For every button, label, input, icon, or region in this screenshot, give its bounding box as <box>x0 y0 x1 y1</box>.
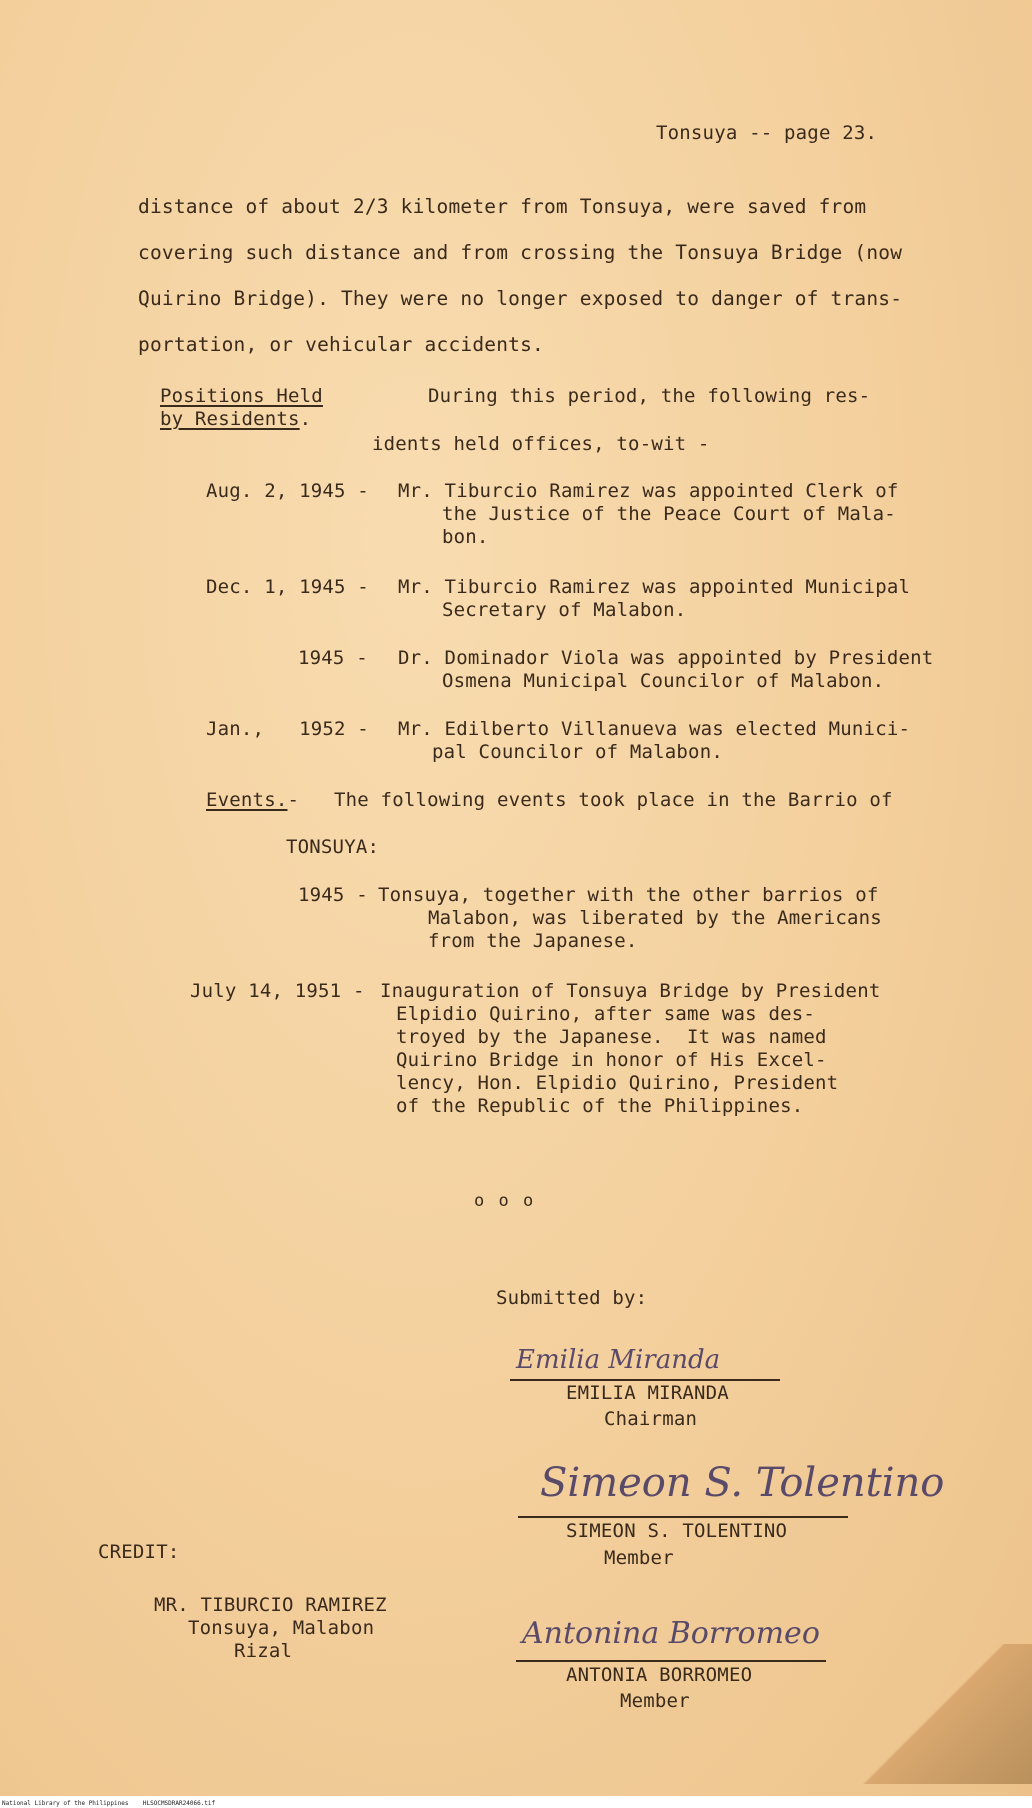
entry-text: Mr. Tiburcio Ramirez was appointed Clerk of <box>398 480 899 502</box>
intro-line: covering such distance and from crossing the Tonsuya Bridge (now <box>138 241 903 264</box>
entry-date: Jan., 1952 - <box>206 718 381 740</box>
signature-emilia-miranda: Emilia Miranda <box>516 1345 721 1375</box>
positions-intro: idents held offices, to-wit - <box>372 433 710 455</box>
signature-line <box>518 1516 848 1518</box>
entry-date: 1945 - <box>298 647 380 669</box>
event-date: 1945 - <box>298 884 380 906</box>
event-date: July 14, 1951 - <box>190 980 377 1002</box>
page-curl <box>832 1644 1032 1784</box>
entry-text: Mr. Tiburcio Ramirez was appointed Municipal <box>398 576 911 598</box>
scan-footer <box>0 1796 1032 1808</box>
signatory-role: Member <box>620 1690 690 1712</box>
entry-text: Osmena Municipal Councilor of Malabon. <box>442 670 885 692</box>
event-text: Malabon, was liberated by the Americans <box>428 907 882 929</box>
positions-intro: During this period, the following res- <box>428 385 871 407</box>
entry-text: bon. <box>442 526 489 548</box>
entry-date: Dec. 1, 1945 - <box>206 576 381 598</box>
event-text: from the Japanese. <box>428 930 638 952</box>
credit-line: Rizal <box>234 1640 293 1662</box>
events-heading: Events. <box>206 789 288 811</box>
signature-line <box>510 1379 780 1381</box>
events-intro: The following events took place in the Barrio of <box>334 789 893 811</box>
event-text: lency, Hon. Elpidio Quirino, President <box>396 1072 839 1094</box>
signature-simeon-tolentino: Simeon S. Tolentino <box>540 1460 945 1506</box>
intro-line: portation, or vehicular accidents. <box>138 333 544 356</box>
signature-line <box>516 1660 826 1662</box>
events-barrio: TONSUYA: <box>286 836 380 858</box>
events-heading-suffix: - <box>287 789 300 811</box>
event-text: of the Republic of the Philippines. <box>396 1095 804 1117</box>
scan-footer-text: National Library of the Philippines HLSOCMSDRAR24066.tif <box>2 1800 216 1807</box>
signatory-name: ANTONIA BORROMEO <box>566 1664 753 1686</box>
events-heading-line <box>206 789 299 811</box>
section-separator: o o o <box>474 1191 536 1211</box>
event-text: Inauguration of Tonsuya Bridge by President <box>380 980 881 1002</box>
positions-heading: Positions Held <box>160 385 323 407</box>
credit-line: Tonsuya, Malabon <box>188 1617 375 1639</box>
entry-text: Dr. Dominador Viola was appointed by President <box>398 647 934 669</box>
signatory-role: Member <box>604 1547 674 1569</box>
event-text: Quirino Bridge in honor of His Excel- <box>396 1049 827 1071</box>
signatory-name: EMILIA MIRANDA <box>566 1382 729 1404</box>
signatory-role: Chairman <box>604 1408 698 1430</box>
entry-text: Secretary of Malabon. <box>442 599 687 621</box>
event-text: troyed by the Japanese. It was named <box>396 1026 827 1048</box>
entry-text: Mr. Edilberto Villanueva was elected Munici- <box>398 718 911 740</box>
entry-text: the Justice of the Peace Court of Mala- <box>442 503 896 525</box>
signature-antonina-borromeo: Antonina Borromeo <box>522 1616 820 1651</box>
credit-line: MR. TIBURCIO RAMIREZ <box>154 1594 387 1616</box>
positions-heading-line2 <box>160 408 311 430</box>
event-text: Elpidio Quirino, after same was des- <box>396 1003 816 1025</box>
credit-label: CREDIT: <box>98 1541 180 1563</box>
submitted-label: Submitted by: <box>496 1287 648 1309</box>
event-text: Tonsuya, together with the other barrios of <box>378 884 879 906</box>
entry-text: pal Councilor of Malabon. <box>432 741 723 763</box>
page-label: Tonsuya -- page 23. <box>656 122 878 144</box>
entry-date: Aug. 2, 1945 - <box>206 480 381 502</box>
intro-line: Quirino Bridge). They were no longer exposed to danger of trans- <box>138 287 903 310</box>
positions-heading-period: . <box>299 408 312 430</box>
intro-line: distance of about 2/3 kilometer from Tonsuya, were saved from <box>138 195 867 218</box>
signatory-name: SIMEON S. TOLENTINO <box>566 1520 788 1542</box>
positions-heading-text: by Residents <box>160 408 300 430</box>
